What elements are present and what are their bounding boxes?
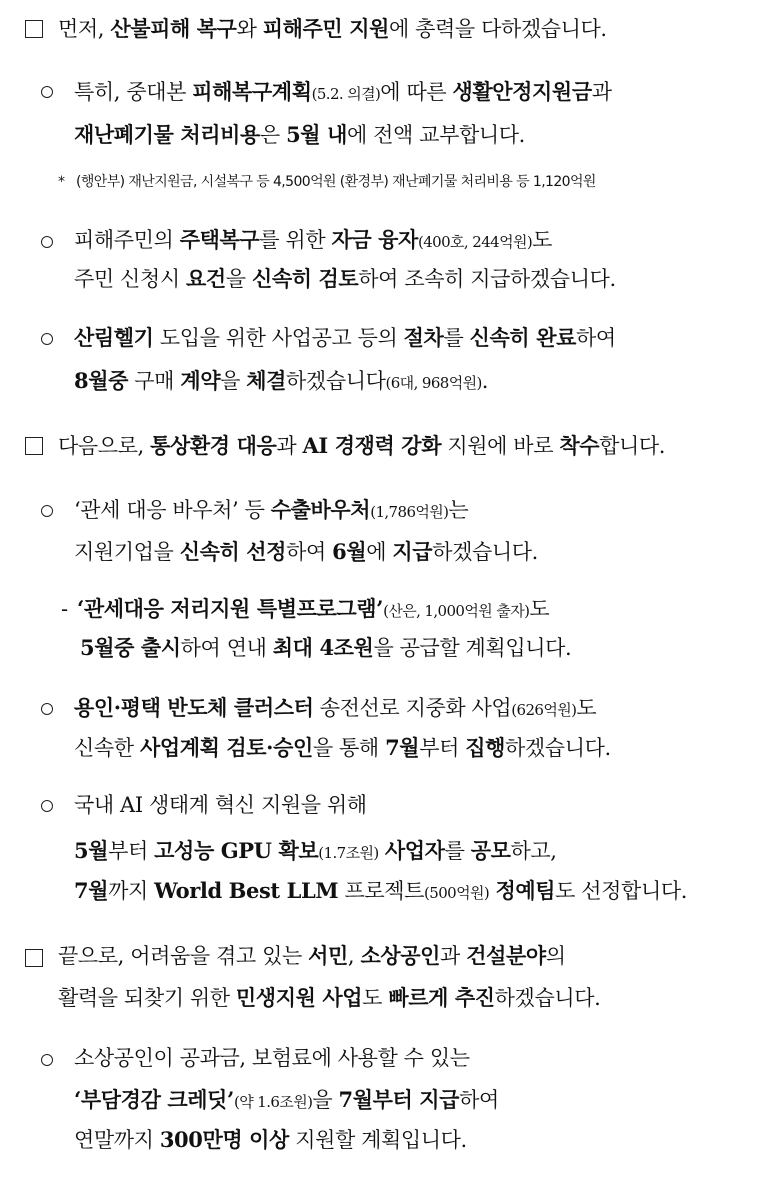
s2-bullet-3-line-1: 국내 AI 생태계 혁신 지원을 위해 bbox=[74, 793, 367, 817]
bullet-circle-icon bbox=[41, 1054, 53, 1066]
bullet-circle-icon bbox=[41, 800, 53, 812]
s3-bullet-1-line-2: ‘부담경감 크레딧’(약 1.6조원)을 7월부터 지급하여 bbox=[74, 1087, 499, 1112]
s3-bullet-1-line-1: 소상공인이 공과금, 보험료에 사용할 수 있는 bbox=[74, 1046, 470, 1070]
s1-bullet-2-line-1: 피해주민의 주택복구를 위한 자금 융자(400호, 244억원)도 bbox=[74, 227, 553, 252]
s1-bullet-1-line-1: 특히, 중대본 피해복구계획(5.2. 의결)에 따른 생활안정지원금과 bbox=[74, 79, 612, 104]
section-3-heading-line-2: 활력을 되찾기 위한 민생지원 사업도 빠르게 추진하겠습니다. bbox=[58, 985, 601, 1010]
s2-bullet-1-line-2: 지원기업을 신속히 선정하여 6월에 지급하겠습니다. bbox=[74, 539, 538, 564]
footnote-star: * bbox=[58, 174, 65, 190]
section-checkbox-icon bbox=[25, 949, 43, 967]
s1-bullet-3-line-2: 8월중 구매 계약을 체결하겠습니다(6대, 968억원). bbox=[74, 368, 489, 393]
dash-marker: - bbox=[61, 597, 69, 621]
bullet-circle-icon bbox=[41, 703, 53, 715]
s2-dash-1-line-1: ‘관세대응 저리지원 특별프로그램’(산은, 1,000억원 출자)도 bbox=[77, 596, 550, 621]
section-checkbox-icon bbox=[25, 20, 43, 38]
bullet-circle-icon bbox=[41, 333, 53, 345]
s2-bullet-2-line-2: 신속한 사업계획 검토·승인을 통해 7월부터 집행하겠습니다. bbox=[74, 735, 611, 760]
bullet-circle-icon bbox=[41, 236, 53, 248]
section-1-heading: 먼저, 산불피해 복구와 피해주민 지원에 총력을 다하겠습니다. bbox=[58, 16, 607, 41]
s2-bullet-3-line-3: 7월까지 World Best LLM 프로젝트(500억원) 정예팀도 선정합니다. bbox=[74, 878, 687, 903]
section-checkbox-icon bbox=[25, 437, 43, 455]
section-2-heading: 다음으로, 통상환경 대응과 AI 경쟁력 강화 지원에 바로 착수합니다. bbox=[58, 433, 666, 458]
s1-bullet-1-footnote: (행안부) 재난지원금, 시설복구 등 4,500억원 (환경부) 재난폐기물 처리비용 등 1,120억원 bbox=[76, 174, 596, 190]
s2-bullet-1-line-1: ‘관세 대응 바우처’ 등 수출바우처(1,786억원)는 bbox=[74, 497, 469, 522]
s3-bullet-1-line-3: 연말까지 300만명 이상 지원할 계획입니다. bbox=[74, 1127, 467, 1152]
section-3-heading-line-1: 끝으로, 어려움을 겪고 있는 서민, 소상공인과 건설분야의 bbox=[58, 943, 566, 968]
s2-bullet-2-line-1: 용인·평택 반도체 클러스터 송전선로 지중화 사업(626억원)도 bbox=[74, 695, 597, 720]
s1-bullet-2-line-2: 주민 신청시 요건을 신속히 검토하여 조속히 지급하겠습니다. bbox=[74, 266, 616, 291]
s1-bullet-3-line-1: 산림헬기 도입을 위한 사업공고 등의 절차를 신속히 완료하여 bbox=[74, 325, 616, 350]
bullet-circle-icon bbox=[41, 86, 53, 98]
s2-bullet-3-line-2: 5월부터 고성능 GPU 확보(1.7조원) 사업자를 공모하고, bbox=[74, 838, 557, 863]
bullet-circle-icon bbox=[41, 505, 53, 517]
s2-dash-1-line-2: 5월중 출시하여 연내 최대 4조원을 공급할 계획입니다. bbox=[80, 635, 572, 660]
s1-bullet-1-line-2: 재난폐기물 처리비용은 5월 내에 전액 교부합니다. bbox=[74, 122, 525, 147]
